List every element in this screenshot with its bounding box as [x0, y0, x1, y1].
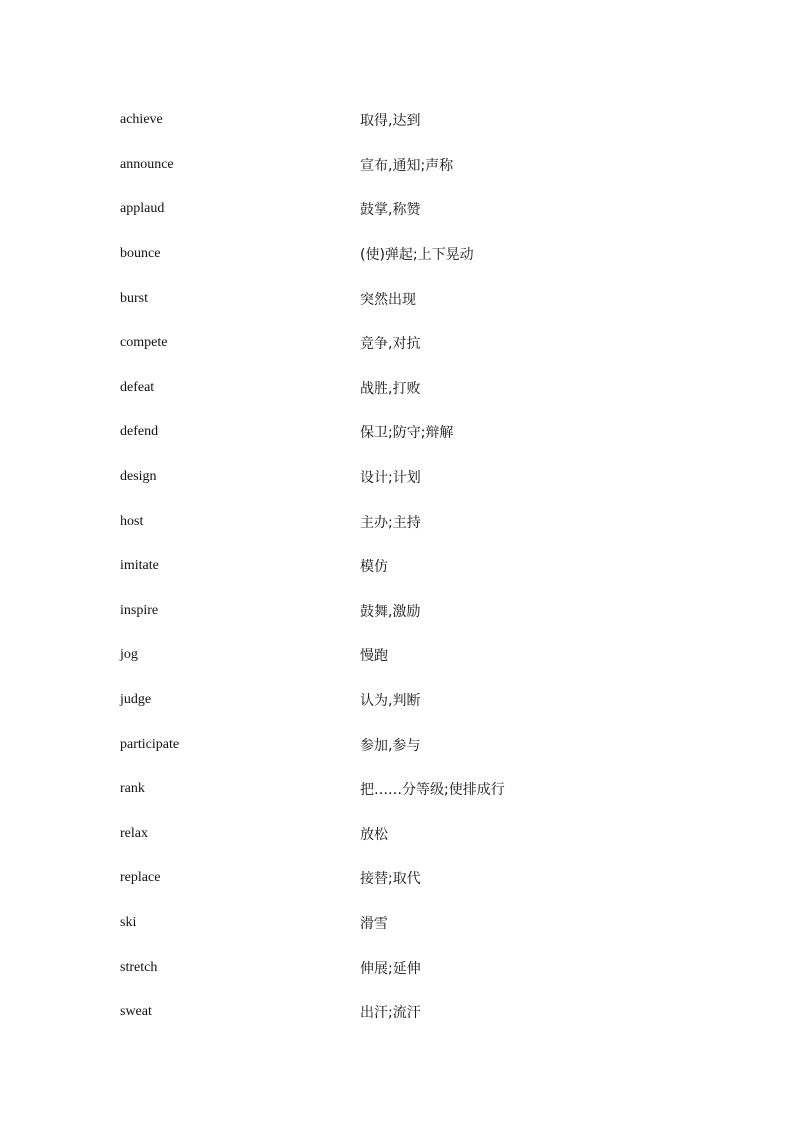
- vocab-row: [120, 455, 680, 500]
- vocab-row: [120, 410, 680, 455]
- english-word: replace: [120, 870, 161, 886]
- vocab-row: [120, 499, 680, 544]
- vocab-row: [120, 366, 680, 411]
- chinese-meaning: 认为,判断: [360, 693, 421, 710]
- chinese-meaning: 参加,参与: [360, 737, 421, 754]
- english-word: bounce: [120, 246, 161, 262]
- chinese-meaning: 宣布,通知;声称: [360, 157, 454, 174]
- english-word: rank: [120, 781, 145, 797]
- vocab-row: [120, 633, 680, 678]
- vocab-row: [120, 321, 680, 366]
- vocab-row: [120, 232, 680, 277]
- vocab-row: [120, 143, 680, 188]
- vocab-row: [120, 990, 680, 1035]
- english-word: host: [120, 513, 144, 529]
- vocab-row: [120, 187, 680, 232]
- chinese-meaning: 设计;计划: [360, 470, 421, 487]
- chinese-meaning: 伸展;延伸: [360, 960, 421, 977]
- english-word: ski: [120, 914, 137, 930]
- vocab-row: [120, 276, 680, 321]
- chinese-meaning: (使)弹起;上下晃动: [360, 247, 474, 264]
- english-word: inspire: [120, 602, 159, 618]
- english-word: sweat: [120, 1004, 152, 1020]
- english-word: jog: [120, 647, 138, 663]
- chinese-meaning: 保卫;防守;辩解: [360, 425, 454, 442]
- vocab-row: [120, 901, 680, 946]
- english-word: imitate: [120, 558, 159, 574]
- chinese-meaning: 鼓掌,称赞: [360, 202, 421, 219]
- english-word: achieve: [120, 112, 163, 128]
- english-word: judge: [120, 692, 152, 708]
- english-word: participate: [120, 736, 180, 752]
- chinese-meaning: 放松: [360, 826, 388, 843]
- english-word: defend: [120, 424, 159, 440]
- chinese-meaning: 竞争,对抗: [360, 336, 421, 353]
- chinese-meaning: 模仿: [360, 559, 388, 576]
- english-word: design: [120, 469, 157, 485]
- english-word: burst: [120, 290, 148, 306]
- english-word: stretch: [120, 959, 158, 975]
- chinese-meaning: 出汗;流汗: [360, 1005, 421, 1022]
- vocab-row: [120, 812, 680, 857]
- english-word: defeat: [120, 379, 155, 395]
- english-word: relax: [120, 825, 148, 841]
- chinese-meaning: 滑雪: [360, 915, 388, 932]
- chinese-meaning: 慢跑: [360, 648, 388, 665]
- chinese-meaning: 鼓舞,激励: [360, 603, 421, 620]
- chinese-meaning: 接替;取代: [360, 871, 421, 888]
- vocab-row: [120, 945, 680, 990]
- vocab-row: [120, 856, 680, 901]
- vocabulary-list: [120, 98, 680, 1034]
- english-word: announce: [120, 156, 174, 172]
- vocab-row: [120, 678, 680, 723]
- vocab-row: [120, 544, 680, 589]
- chinese-meaning: 突然出现: [360, 291, 416, 308]
- vocab-row: [120, 722, 680, 767]
- vocab-row: [120, 98, 680, 143]
- vocab-row: [120, 767, 680, 812]
- chinese-meaning: 把……分等级;使排成行: [360, 782, 505, 799]
- chinese-meaning: 取得,达到: [360, 113, 421, 130]
- english-word: applaud: [120, 201, 165, 217]
- vocab-row: [120, 589, 680, 634]
- chinese-meaning: 主办;主持: [360, 514, 421, 531]
- english-word: compete: [120, 335, 168, 351]
- chinese-meaning: 战胜,打败: [360, 380, 421, 397]
